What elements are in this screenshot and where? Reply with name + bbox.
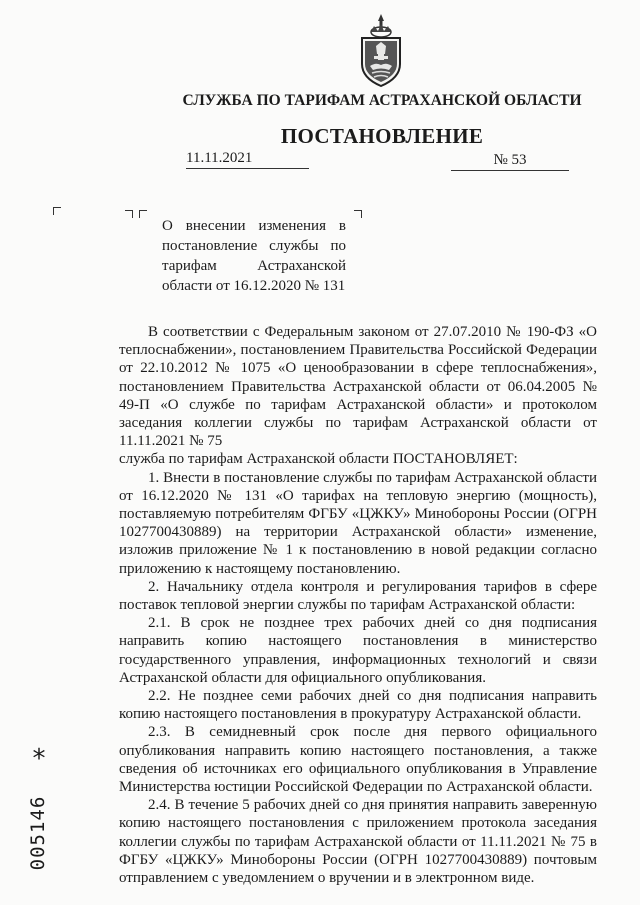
agency-name: СЛУЖБА ПО ТАРИФАМ АСТРАХАНСКОЙ ОБЛАСТИ xyxy=(182,92,582,109)
resolves-paragraph: служба по тарифам Астраханской области ПОСТАНОВЛЯЕТ: xyxy=(119,451,518,468)
document-type-title: ПОСТАНОВЛЕНИЕ xyxy=(280,124,484,148)
clause-2-1: 2.1. В срок не позднее трех рабочих дней со дня подписания направить копию настоящего постановления в министерство государственного управления, информационных технологий и связи Астраханской области для официального опубликования. xyxy=(119,615,597,686)
left-margin-corner-mark xyxy=(53,207,61,215)
document-subject: О внесении изменения в постановление службы по тарифам Астраханской области от 16.12.2020 № 131 xyxy=(162,218,346,294)
subject-corner-mark-left-inner xyxy=(139,210,147,218)
asterisk-mark: * xyxy=(32,744,46,774)
clause-2-2: 2.2. Не позднее семи рабочих дней со дня подписания направить копию настоящего постановления в прокуратуру Астраханской области. xyxy=(119,688,597,723)
document-number: № 53 xyxy=(451,152,569,171)
clause-2-3: 2.3. В семидневный срок после дня первого официального опубликования направить копию настоящего постановления, а также сведения об источниках его официального опубликования в Управление Министерства юстиции Российской Федерации по Астраханской области. xyxy=(119,724,597,796)
preamble-paragraph: В соответствии с Федеральным законом от 27.07.2010 № 190-ФЗ «О теплоснабжении», постановлением Правительства Российской Федерации от 22.10.2012 № 1075 «О ценообразовании в сфере теплоснабжения», постановлением Правительства Астраханской области от 06.04.2005 № 49-П «О службе по тарифам Астраханской области» и протоколом заседания коллегии службы по тарифам Астраханской области от 11.11.2021 № 75 xyxy=(119,324,597,450)
subject-corner-mark-left-outer xyxy=(125,210,133,218)
subject-corner-mark-right xyxy=(354,210,362,218)
document-date: 11.11.2021 xyxy=(186,150,309,169)
clause-2-4: 2.4. В течение 5 рабочих дней со дня принятия направить заверенную копию настоящего постановления с приложением протокола заседания коллегии службы по тарифам Астраханской области от 11.11.2021 № 75 в ФГБУ «ЦЖКУ» Минобороны России (ОГРН 1027700430889) почтовым отправлением с уведомлением о вручении и в электронном виде. xyxy=(119,797,597,887)
archive-stamp xyxy=(22,746,56,876)
coat-of-arms-emblem xyxy=(354,12,408,92)
document-body xyxy=(119,323,597,887)
archive-number: 005146 xyxy=(27,795,49,871)
clause-2: 2. Начальнику отдела контроля и регулирования тарифов в сфере поставок тепловой энергии службы по тарифам Астраханской области: xyxy=(119,578,597,614)
clause-1: 1. Внести в постановление службы по тарифам Астраханской области от 16.12.2020 № 131 «О тарифах на тепловую энергию (мощность), поставляемую потребителям ФГБУ «ЦЖКУ» Минобороны России (ОГРН 1027700430889) на территории Астраханской области» изменение, изложив приложение № 1 к постановлению в новой редакции согласно приложению к настоящему постановлению. xyxy=(119,469,597,577)
